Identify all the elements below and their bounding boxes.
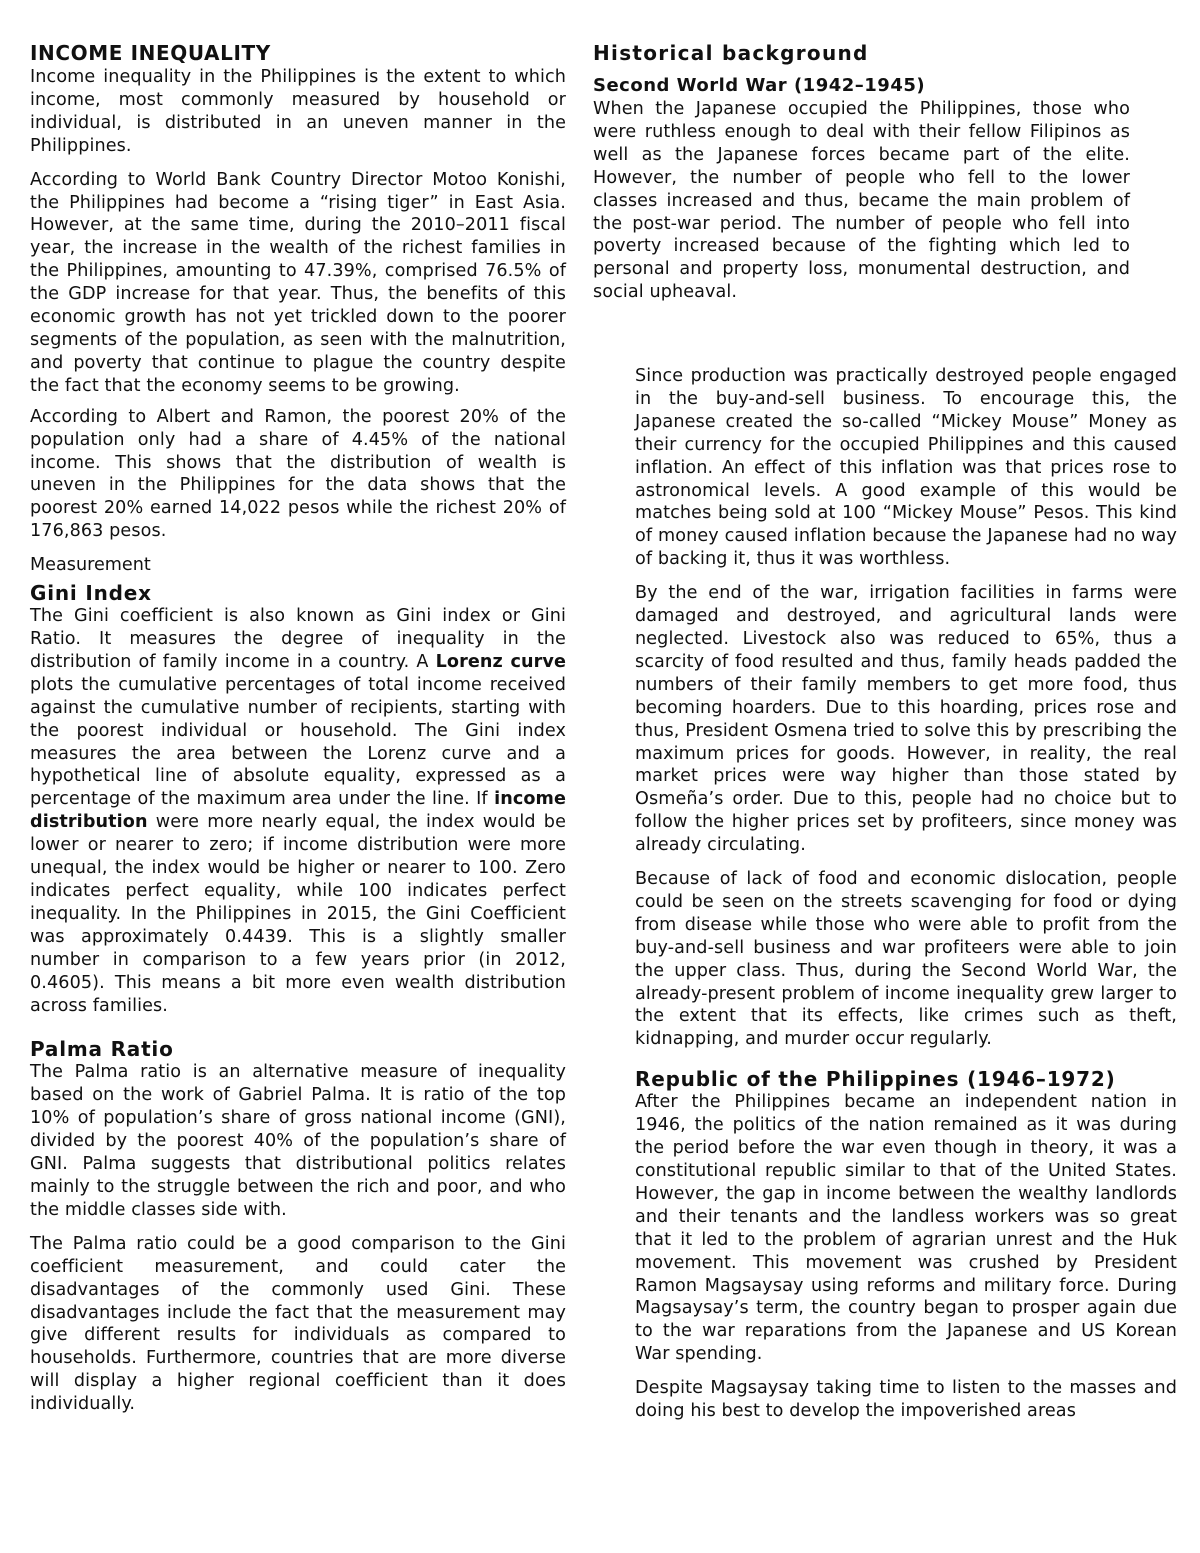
gini-paragraph [30,605,566,1017]
gini-index-heading: Gini Index [30,581,152,606]
republic-paragraph-1: After the Philippines became an independent nation in 1946, the politics of the nation remained as it was during the period before the war even though in theory, it was a constitutional republic similar to that of the United States. However, the gap in income between the wealthy landlords and their tenants and the landless workers was so great that it led to the problem of agrarian unrest and the Huk movement. This movement was crushed by President Ramon Magsaysay using reforms and military force. During Magsaysay’s term, the country began to prosper again due to the war reparations from the Japanese and US Korean War spending. [635,1092,1177,1365]
rising-tiger-paragraph: According to World Bank Country Director Motoo Konishi, the Philippines had become a “rising tiger” in East Asia. However, at the same time, during the 2010–2011 fiscal year, the increase in the wealth of the richest families in the Philippines, amounting to 47.39%, comprised 76.5% of the GDP increase for that year. Thus, the benefits of this economic growth has not yet trickled down to the poorer segments of the population, as seen with the malnutrition, and poverty that continue to plague the country despite the fact that the economy seems to be growing. [30,169,566,396]
page-title: INCOME INEQUALITY [30,41,271,65]
right-column-top [593,40,1130,315]
intro-paragraph: Income inequality in the Philippines is the extent to which income, most commonly measured by household or individual, is distributed in an uneven manner in the Philippines. [30,67,566,156]
ww2-paragraph-4: Because of lack of food and economic dislocation, people could be seen on the streets scavenging for food or dying from disease while those who were able to profit from the buy-and-sell business and war profiteers were able to join the upper class. Thus, during the Second World War, the already-present problem of income inequality grew larger to the extent that its effects, like crimes such as theft, kidnapping, and murder occur regularly. [635,869,1177,1050]
left-column [30,40,566,1427]
ww2-paragraph-1: When the Japanese occupied the Philippines, those who were ruthless enough to deal with their fellow Filipinos as well as the Japanese forces became part of the elite. However, the number of people who fell to the lower classes increased and thus, became the main problem of the post-war period. The number of people who fell into poverty increased because of the fighting which led to personal and property loss, monumental destruction, and social upheaval. [593,99,1130,303]
right-column-bottom [635,365,1177,1434]
ww2-paragraph-3: By the end of the war, irrigation facilities in farms were damaged and destroyed, and agricultural lands were neglected. Livestock also was reduced to 65%, thus a scarcity of food resulted and thus, family heads padded the numbers of their family members to get more food, thus becoming hoarders. Due to this hoarding, prices rose and thus, President Osmena tried to solve this by prescribing the maximum prices for goods. However, in reality, the real market prices were way higher than those stated by Osmeña’s order. Due to this, people had no choice but to follow the higher prices set by profiteers, since money was already circulating. [635,583,1177,856]
measurement-label: Measurement [30,555,151,576]
republic-paragraph-2: Despite Magsaysay taking time to listen to the masses and doing his best to develop the impoverished areas [635,1378,1177,1422]
gini-text-a: The Gini coefficient is also known as Gini index or Gini Ratio. It measures the degree of inequality in the distribution of family income in a country. A [30,606,566,672]
income-distribution-term: income distribution [30,789,566,833]
palma-paragraph-1: The Palma ratio is an alternative measure of inequality based on the work of Gabriel Palma. It is ratio of the top 10% of population’s share of gross national income (GNI), divided by the poorest 40% of the population’s share of GNI. Palma suggests that distributional politics relates mainly to the struggle between the rich and poor, and who the middle classes side with. [30,1062,566,1220]
republic-heading: Republic of the Philippines (1946–1972) [635,1067,1116,1092]
lorenz-curve-term: Lorenz curve [435,651,566,672]
palma-ratio-heading: Palma Ratio [30,1037,174,1062]
gini-text-c: were more nearly equal, the index would be lower or nearer to zero; if income distribution were more unequal, the index would be higher or nearer to 100. Zero indicates perfect equality, while 100 indicates perfect inequality. In the Philippines in 2015, the Gini Coefficient was approximately 0.4439. This is a slightly smaller number in comparison to a few years prior (in 2012, 0.4605). This means a bit more even wealth distribution across families. [30,812,566,1016]
palma-paragraph-2: The Palma ratio could be a good comparison to the Gini coefficient measurement, and could cater the disadvantages of the commonly used Gini. These disadvantages include the fact that the measurement may give different results for individuals as compared to households. Furthermore, countries that are more diverse will display a higher regional coefficient than it does individually. [30,1233,566,1415]
second-world-war-heading: Second World War (1942–1945) [593,75,926,96]
ww2-paragraph-2: Since production was practically destroyed people engaged in the buy-and-sell business. To encourage this, the Japanese created the so-called “Mickey Mouse” Money as their currency for the occupied Philippines and this caused inflation. An effect of this inflation was that prices rose to astronomical levels. A good example of this would be matches being sold at 100 “Mickey Mouse” Pesos. This kind of money caused inflation because the Japanese had no way of backing it, thus it was worthless. [635,366,1177,570]
albert-ramon-paragraph: According to Albert and Ramon, the poorest 20% of the population only had a share of 4.45% of the national income. This shows that the distribution of wealth is uneven in the Philippines for the data shows that the poorest 20% earned 14,022 pesos while the richest 20% of 176,863 pesos. [30,406,566,542]
gini-text-b: plots the cumulative percentages of total income received against the cumulative number of recipients, starting with the poorest individual or household. The Gini index measures the area between the Lorenz curve and a hypothetical line of absolute equality, expressed as a percentage of the maximum area under the line. If [30,674,566,810]
historical-background-heading: Historical background [593,41,869,65]
